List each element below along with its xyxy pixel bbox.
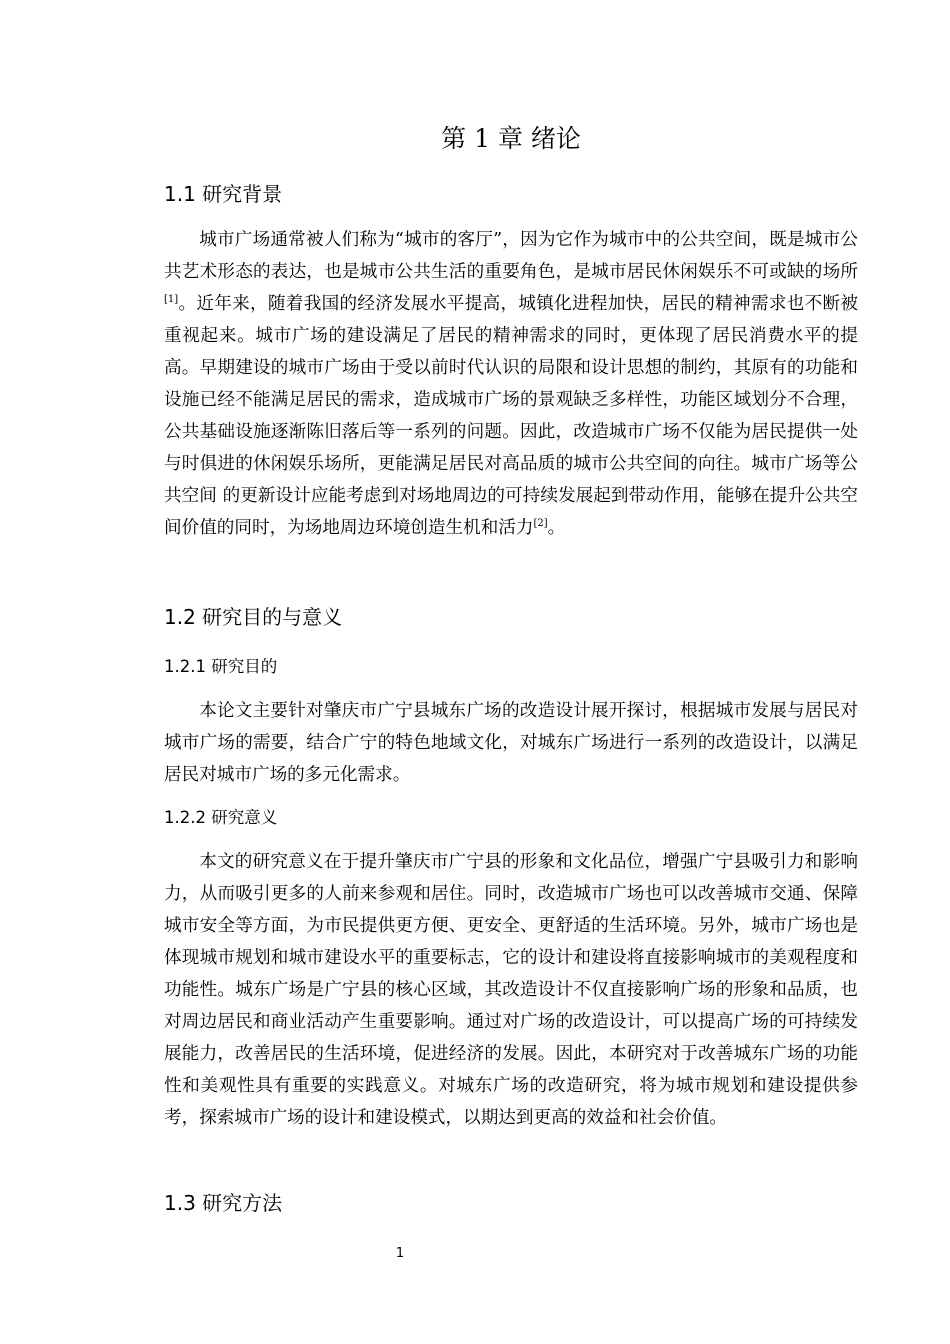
section-1-1-text-part1: 城市广场通常被人们称为“城市的客厅”，因为它作为城市中的公共空间，既是城市公共艺术形态的表达，也是城市公共生活的重要角色，是城市居民休闲娱乐不可或缺的场所 — [164, 230, 858, 282]
section-heading-1-2-2: 1.2.2 研究意义 — [164, 808, 278, 827]
section-heading-1-1: 1.1 研究背景 — [164, 182, 283, 206]
citation-ref-1: [1] — [164, 294, 179, 306]
section-1-1-text-part3: 。 — [547, 518, 566, 538]
chapter-title: 第 1 章 绪论 — [441, 124, 581, 153]
section-1-1-text-part2: 。近年来，随着我国的经济发展水平提高，城镇化进程加快，居民的精神需求也不断被重视起来。城市广场的建设满足了居民的精神需求的同时，更体现了居民消费水平的提高。早期建设的城市广场由于受以前时代认识的局限和设计思想的制约，其原有的功能和设施已经不能满足居民的需求，造成城市广场的景观缺乏多样性，功能区域划分不合理，公共基础设施逐渐陈旧落后等一系列的问题。因此，改造城市广场不仅能为居民提供一处与时俱进的休闲娱乐场所，更能满足居民对高品质的城市公共空间的向往。城市广场等公共空间 的更新设计应能考虑到对场地周边的可持续发展起到带动作用，能够在提升公共空间价值的同时，为场地周边环境创造生机和活力 — [164, 294, 858, 538]
section-heading-1-3: 1.3 研究方法 — [164, 1191, 283, 1215]
section-heading-1-2: 1.2 研究目的与意义 — [164, 605, 343, 629]
citation-ref-2: [2] — [533, 518, 548, 530]
section-1-2-1-paragraph: 本论文主要针对肇庆市广宁县城东广场的改造设计展开探讨，根据城市发展与居民对城市广场的需要，结合广宁的特色地域文化，对城东广场进行一系列的改造设计，以满足居民对城市广场的多元化需求。 — [164, 701, 858, 785]
section-1-1-paragraph — [164, 224, 858, 544]
section-1-2-2-paragraph: 本文的研究意义在于提升肇庆市广宁县的形象和文化品位，增强广宁县吸引力和影响力，从而吸引更多的人前来参观和居住。同时，改造城市广场也可以改善城市交通、保障城市安全等方面，为市民提供更方便、更安全、更舒适的生活环境。另外，城市广场也是体现城市规划和城市建设水平的重要标志，它的设计和建设将直接影响城市的美观程度和功能性。城东广场是广宁县的核心区域，其改造设计不仅直接影响广场的形象和品质，也对周边居民和商业活动产生重要影响。通过对广场的改造设计，可以提高广场的可持续发展能力，改善居民的生活环境，促进经济的发展。因此，本研究对于改善城东广场的功能性和美观性具有重要的实践意义。对城东广场的改造研究，将为城市规划和建设提供参考，探索城市广场的设计和建设模式，以期达到更高的效益和社会价值。 — [164, 852, 858, 1128]
page-number: 1 — [395, 1246, 405, 1261]
section-heading-1-2-1: 1.2.1 研究目的 — [164, 657, 278, 676]
